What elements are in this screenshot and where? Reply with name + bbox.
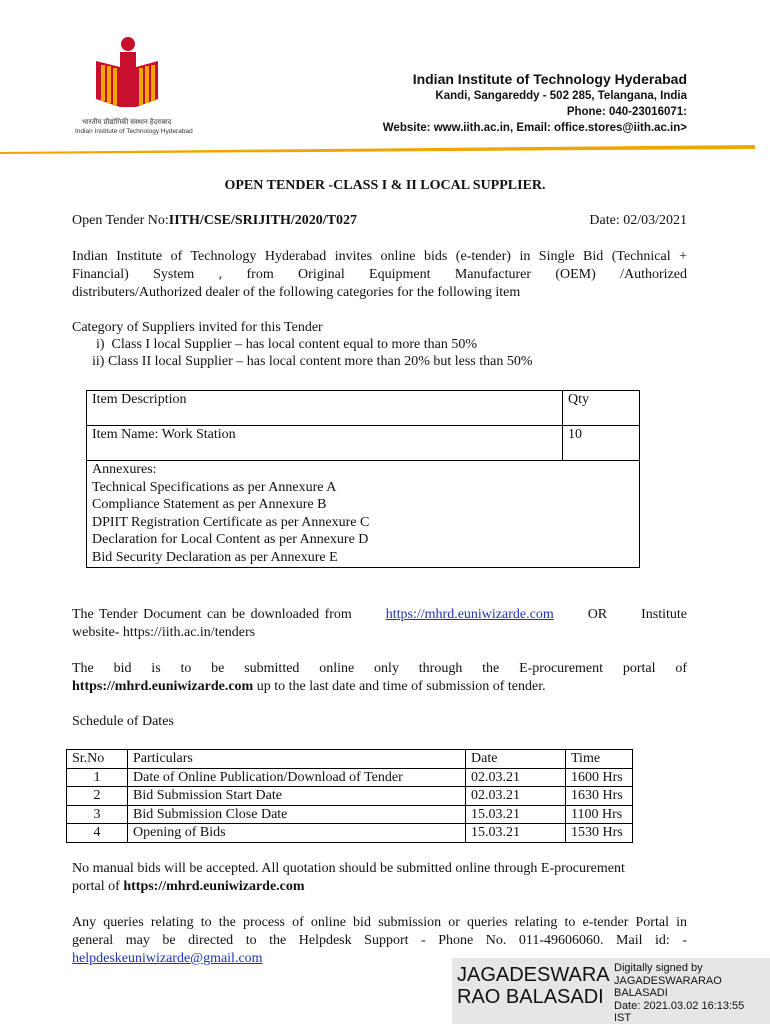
logo-hindi-text: भारतीय प्रौद्योगिकी संस्थान हैदराबाद (82, 119, 172, 126)
category-item-1: i) Class I local Supplier – has local content equal to more than 50% (96, 337, 478, 352)
particulars: Bid Submission Start Date (128, 787, 466, 806)
logo-english-text: Indian Institute of Technology Hyderabad (75, 128, 193, 135)
table-row (67, 787, 633, 806)
time: 1600 Hrs (566, 768, 633, 787)
institute-web-email: Website: www.iith.ac.in, Email: office.stores@iith.ac.in> (382, 122, 687, 134)
annexures-title: Annexures: (92, 462, 157, 477)
time: 1100 Hrs (566, 805, 633, 824)
category-item-2: ii) Class II local Supplier – has local content more than 20% but less than 50% (92, 354, 533, 369)
institute-phone: Phone: 040-23016071: (566, 106, 687, 118)
intro-line-2: Financial) System , from Original Equipment Manufacturer (OEM) /Authorized (72, 267, 687, 282)
institute-name: Indian Institute of Technology Hyderabad (412, 71, 687, 87)
helpdesk-email-link[interactable]: helpdeskeuniwizarde@gmail.com (72, 951, 263, 966)
schedule-heading: Schedule of Dates (72, 714, 174, 729)
signature-detail-3: BALASADI (614, 987, 668, 999)
date: 02.03.21 (466, 787, 566, 806)
submit-url[interactable]: https://mhrd.euniwizarde.com (72, 679, 254, 694)
euniwizarde-link[interactable]: https://mhrd.euniwizarde.com (385, 607, 554, 622)
sr-no: 2 (67, 787, 128, 806)
particulars: Bid Submission Close Date (128, 805, 466, 824)
sr-no: 4 (67, 824, 128, 843)
iith-logo-icon (92, 35, 158, 115)
item-qty: 10 (563, 426, 640, 461)
schedule-header-srno: Sr.No (67, 750, 128, 769)
annexure-c: DPIIT Registration Certificate as per Annexure C (92, 514, 370, 530)
table-row (67, 805, 633, 824)
signature-detail-1: Digitally signed by (614, 962, 703, 974)
download-line-1 (72, 606, 687, 624)
tender-number: IITH/CSE/SRIJITH/2020/T027 (168, 213, 358, 228)
qty-header: Qty (563, 391, 640, 426)
manual-url[interactable]: https://mhrd.euniwizarde.com (123, 879, 305, 894)
manual-line-1: No manual bids will be accepted. All quotation should be submitted online through E-procurement (72, 861, 625, 876)
download-line-2: website- https://iith.ac.in/tenders (72, 625, 256, 640)
particulars: Date of Online Publication/Download of Tender (128, 768, 466, 787)
manual-line-2 (72, 878, 305, 896)
signature-detail-2: JAGADESWARARAO (614, 974, 722, 987)
schedule-header-particulars: Particulars (128, 750, 466, 769)
schedule-header-time: Time (566, 750, 633, 769)
item-table (86, 390, 640, 568)
table-row (67, 768, 633, 787)
submit-rest: up to the last date and time of submission of tender. (253, 679, 546, 694)
item-desc-header: Item Description (87, 391, 563, 426)
download-text: The Tender Document can be downloaded from (72, 607, 352, 622)
signature-details (614, 962, 744, 1025)
submit-line-1: The bid is to be submitted online only through the E-procurement portal of (72, 661, 687, 676)
particulars: Opening of Bids (128, 824, 466, 843)
time: 1630 Hrs (566, 787, 633, 806)
tender-date: Date: 02/03/2021 (589, 213, 687, 228)
schedule-header-date: Date (466, 750, 566, 769)
table-row (67, 824, 633, 843)
date: 02.03.21 (466, 768, 566, 787)
manual-prefix: portal of (72, 879, 124, 894)
institute-address: Kandi, Sangareddy - 502 285, Telangana, India (435, 90, 687, 102)
annexure-d: Declaration for Local Content as per Annexure D (92, 532, 369, 547)
schedule-table (66, 749, 633, 843)
item-name: Item Name: Work Station (87, 426, 563, 461)
time: 1530 Hrs (566, 824, 633, 843)
queries-line-2: general may be directed to the Helpdesk Support - Phone No. 011-49606060. Mail id: - (72, 933, 687, 948)
queries-line-1: Any queries relating to the process of online bid submission or queries relating to e-tender Portal in (72, 915, 687, 930)
header-divider (0, 140, 770, 154)
annexure-a: Technical Specifications as per Annexure A (92, 479, 337, 495)
tender-label: Open Tender No: (72, 213, 169, 228)
annexure-e: Bid Security Declaration as per Annexure E (92, 549, 338, 565)
signature-name-line-1: JAGADESWARA (457, 964, 610, 986)
tender-number-line (72, 212, 357, 230)
signature-detail-5: IST (614, 1012, 632, 1024)
intro-line-1: Indian Institute of Technology Hyderabad invites online bids (e-tender) in Single Bid (Technical + (72, 249, 687, 264)
sr-no: 1 (67, 768, 128, 787)
page-title: OPEN TENDER -CLASS I & II LOCAL SUPPLIER. (224, 178, 546, 193)
signature-name-line-2: RAO BALASADI (457, 986, 604, 1008)
download-institute: Institute (641, 607, 687, 622)
category-heading: Category of Suppliers invited for this Tender (72, 320, 323, 335)
date: 15.03.21 (466, 824, 566, 843)
sr-no: 3 (67, 805, 128, 824)
intro-line-3: distributers/Authorized dealer of the following categories for the following item (72, 285, 521, 300)
download-or: OR (587, 607, 608, 622)
date: 15.03.21 (466, 805, 566, 824)
annexures-cell (87, 461, 640, 568)
annexure-b: Compliance Statement as per Annexure B (92, 497, 327, 512)
submit-line-2 (72, 678, 546, 696)
signature-detail-4: Date: 2021.03.02 16:13:55 (614, 999, 745, 1012)
